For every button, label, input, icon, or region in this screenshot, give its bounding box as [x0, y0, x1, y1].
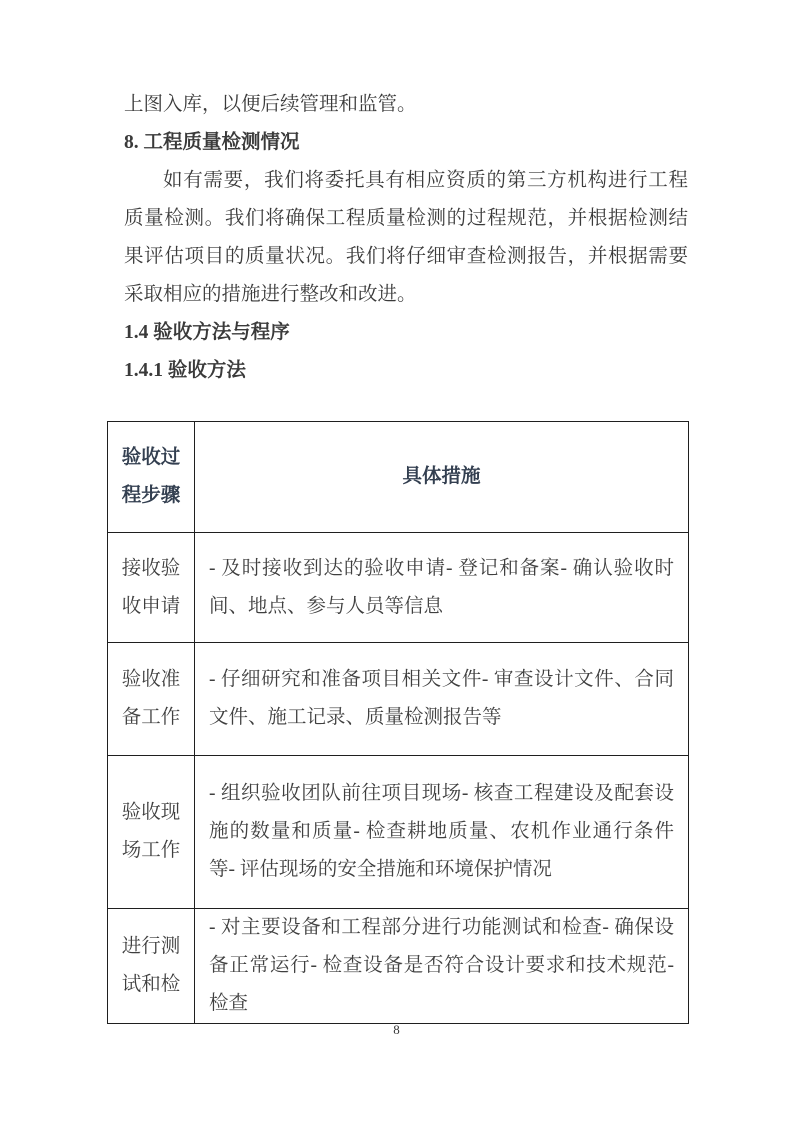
- acceptance-process-table: [107, 421, 689, 1024]
- document-body: [124, 86, 688, 390]
- table-measures-cell: - 及时接收到达的验收申请- 登记和备案- 确认验收时间、地点、参与人员等信息: [195, 533, 689, 643]
- heading-acceptance-method: 1.4.1 验收方法: [124, 360, 246, 381]
- heading-quality-check: 8. 工程质量检测情况: [124, 132, 300, 153]
- table-measures-cell: - 组织验收团队前往项目现场- 核查工程建设及配套设施的数量和质量- 检查耕地质量、农机作业通行条件等- 评估现场的安全措施和环境保护情况: [195, 756, 689, 909]
- table-row: [108, 909, 689, 1024]
- paragraph-quality-check: 如有需要，我们将委托具有相应资质的第三方机构进行工程质量检测。我们将确保工程质量检测的过程规范，并根据检测结果评估项目的质量状况。我们将仔细审查检测报告，并根据需要采取相应的措施进行整改和改进。: [124, 170, 688, 305]
- table-step-cell: 接收验收申请: [108, 533, 195, 643]
- table-step-cell: 进行测试和检: [108, 909, 195, 1024]
- table-header-row: [108, 422, 689, 533]
- table-header-step: 验收过程步骤: [108, 422, 195, 533]
- paragraph-continuation: 上图入库，以便后续管理和监管。: [124, 94, 417, 115]
- table-step-cell: 验收现场工作: [108, 756, 195, 909]
- heading-acceptance-section: 1.4 验收方法与程序: [124, 322, 290, 343]
- table-measures-cell: - 对主要设备和工程部分进行功能测试和检查- 确保设备正常运行- 检查设备是否符合设计要求和技术规范- 检查: [195, 909, 689, 1024]
- table-row: [108, 533, 689, 643]
- table-step-cell: 验收准备工作: [108, 643, 195, 756]
- page-number: 8: [393, 1022, 400, 1037]
- table-header-measures: 具体措施: [195, 422, 689, 533]
- table-measures-cell: - 仔细研究和准备项目相关文件- 审查设计文件、合同文件、施工记录、质量检测报告等: [195, 643, 689, 756]
- table-row: [108, 643, 689, 756]
- table-row: [108, 756, 689, 909]
